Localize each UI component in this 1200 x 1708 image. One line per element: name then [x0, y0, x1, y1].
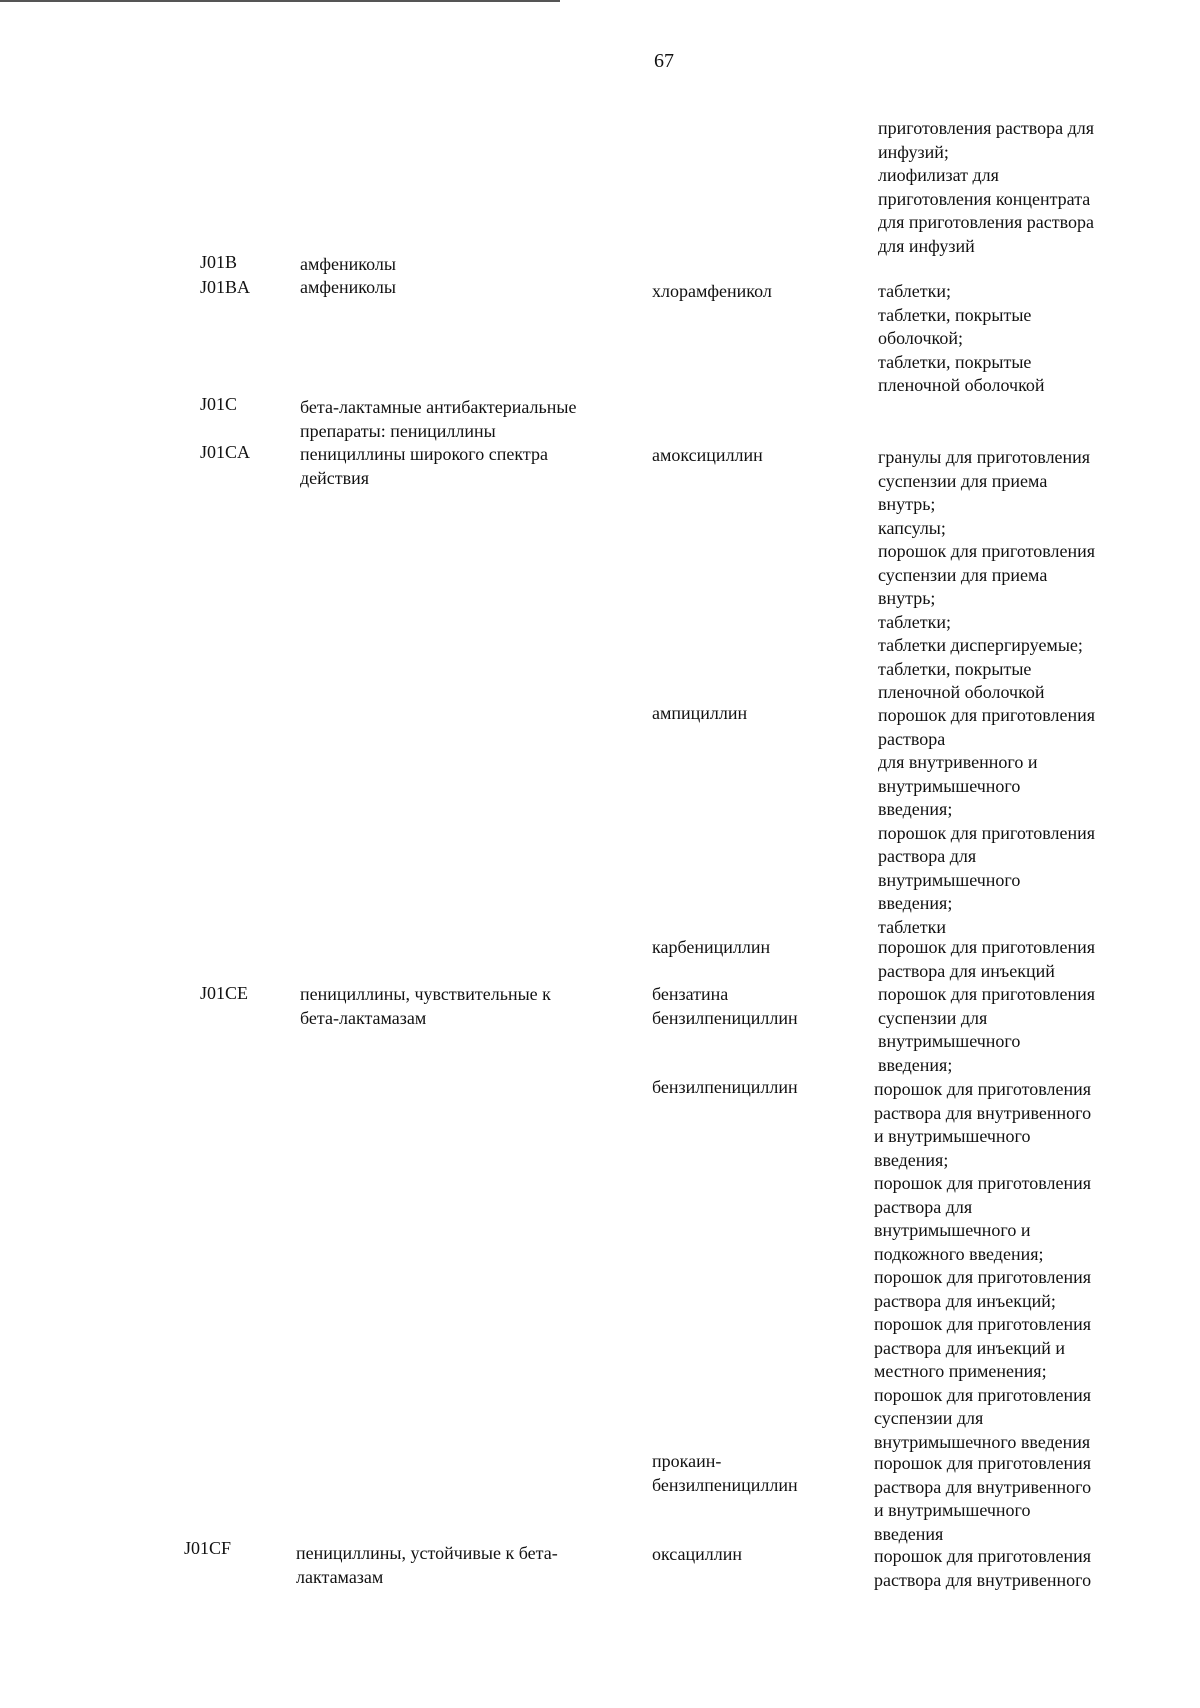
drug-chloramphenicol: хлорамфеникол: [652, 281, 772, 301]
atc-name-j01ce: пенициллины, чувствительные к бета-лактамазам: [300, 984, 551, 1028]
atc-code-j01c: J01C: [200, 394, 238, 414]
drug-procaine-benzylpenicillin: прокаин- бензилпенициллин: [652, 1451, 798, 1495]
atc-code-j01cf: J01CF: [184, 1538, 232, 1558]
top-rule: [0, 0, 560, 2]
atc-code-j01b: J01B: [200, 252, 238, 272]
atc-name-j01c: бета-лактамные антибактериальные препараты: пенициллины: [300, 397, 577, 441]
dosage-form-continuation: приготовления раствора для инфузий; лиофилизат для приготовления концентрата для приготовления раствора для инфузий: [878, 118, 1094, 256]
page-number: 67: [654, 50, 674, 72]
dosage-form-chloramphenicol: таблетки; таблетки, покрытые оболочкой; таблетки, покрытые пленочной оболочкой: [878, 281, 1045, 395]
dosage-form-amoxicillin: гранулы для приготовления суспензии для приема внутрь; капсулы; порошок для приготовления суспензии для приема внутрь; таблетки; таблетки диспергируемые; таблетки, покрытые пленочной оболочкой: [878, 447, 1096, 702]
drug-benzathine-benzylpenicillin: бензатина бензилпенициллин: [652, 984, 798, 1028]
drug-oxacillin: оксациллин: [652, 1544, 742, 1564]
dosage-form-procaine-benzylpenicillin: порошок для приготовления раствора для внутривенного и внутримышечного введения: [874, 1453, 1092, 1544]
atc-code-j01ba: J01BA: [200, 277, 251, 297]
atc-name-j01cf: пенициллины, устойчивые к бета- лактамазам: [296, 1543, 558, 1587]
drug-amoxicillin: амоксициллин: [652, 445, 763, 465]
atc-code-j01ca: J01CA: [200, 442, 251, 462]
atc-name-j01b: амфениколы: [300, 254, 396, 274]
atc-name-j01ba: амфениколы: [300, 277, 396, 297]
dosage-form-benzathine-benzylpenicillin: порошок для приготовления суспензии для внутримышечного введения;: [878, 984, 1096, 1075]
drug-ampicillin: ампициллин: [652, 703, 748, 723]
dosage-form-carbenicillin: порошок для приготовления раствора для инъекций: [878, 937, 1096, 981]
dosage-form-benzylpenicillin: порошок для приготовления раствора для внутривенного и внутримышечного введения; порошок для приготовления раствора для внутримышечного и подкожного введения; порошок для приготовления раствора для инъекций; порошок для приготовления раствора для инъекций и местного применения; порошок для приготовления суспензии для внутримышечного введения: [874, 1079, 1092, 1452]
drug-benzylpenicillin: бензилпенициллин: [652, 1077, 798, 1097]
dosage-form-ampicillin: порошок для приготовления раствора для внутривенного и внутримышечного введения; порошок для приготовления раствора для внутримышечного введения; таблетки: [878, 705, 1096, 937]
dosage-form-oxacillin: порошок для приготовления раствора для внутривенного: [874, 1546, 1092, 1590]
drug-carbenicillin: карбенициллин: [652, 937, 771, 957]
atc-code-j01ce: J01CE: [200, 983, 249, 1003]
atc-name-j01ca: пенициллины широкого спектра действия: [300, 444, 548, 488]
